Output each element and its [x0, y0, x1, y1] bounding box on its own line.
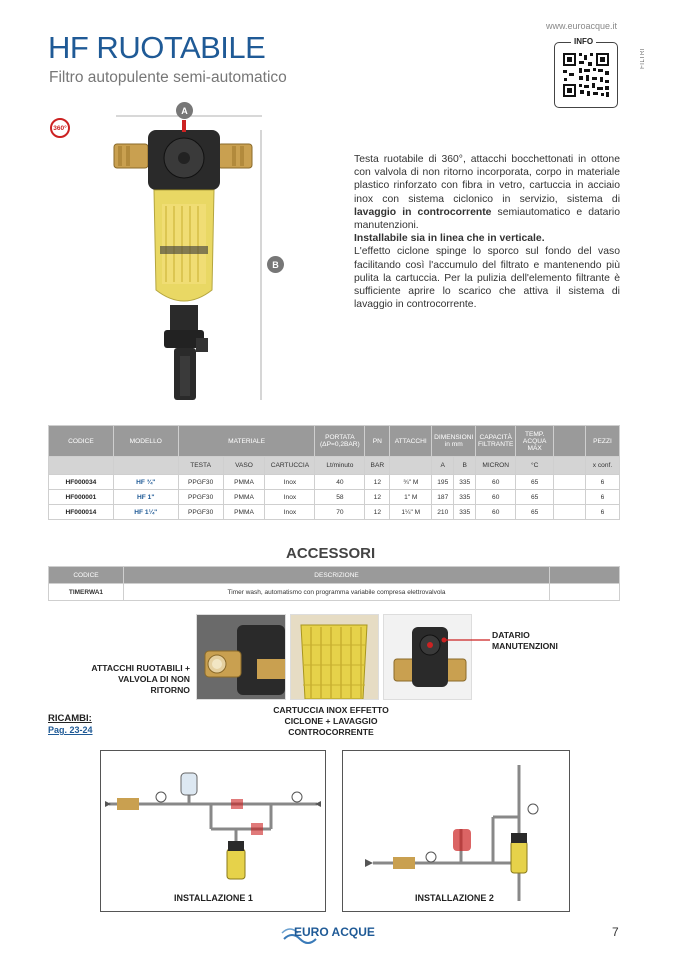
- acc-header-codice: CODICE: [49, 567, 124, 584]
- header-attacchi: ATTACCHI: [390, 426, 432, 457]
- photo-datario: [383, 614, 472, 700]
- dimension-a-marker: A: [176, 102, 193, 119]
- subheader-pezzi-unit: x conf.: [585, 457, 619, 475]
- subheader-temp-unit: °C: [516, 457, 554, 475]
- spec-table: [48, 425, 620, 520]
- page-subtitle: Filtro autopulente semi-automatico: [49, 69, 287, 86]
- description-paragraph-3: L'effetto ciclone spinge lo sporco sul fondo del vaso facilitando così l'accumulo del filtrato e mantenendo più pulita la cartuccia. Per la pulizia dell'elemento filtrante è sufficiente aprire lo scarico che attiva il sistema di lavaggio in controcorrente.: [354, 246, 620, 311]
- acc-header-descrizione: DESCRIZIONE: [123, 567, 549, 584]
- table-row: HF000001 HF 1" PPGF30 PMMA Inox 58 12 1" M 187 335 60 65 6: [49, 490, 620, 505]
- qr-code-icon: [555, 43, 617, 107]
- page-number: 7: [612, 925, 619, 939]
- table-row: HF000034 HF ¾" PPGF30 PMMA Inox 40 12 ¾" M 195 335 60 65 6: [49, 475, 620, 490]
- rotation-360-icon: 360°: [50, 118, 70, 138]
- subheader-pn-unit: BAR: [365, 457, 390, 475]
- qr-info-label: INFO: [571, 37, 596, 46]
- subheader-b: B: [454, 457, 476, 475]
- subheader-micron: MICRON: [476, 457, 516, 475]
- accessories-title: ACCESSORI: [286, 545, 376, 562]
- ricambi-pages-link[interactable]: Pag. 23-24: [48, 725, 93, 735]
- header-portata: PORTATA (ΔP=0,2BAR): [315, 426, 365, 457]
- subheader-vaso: VASO: [223, 457, 265, 475]
- description-paragraph-2: Installabile sia in linea che in verticale.: [354, 233, 545, 245]
- table-row: HF000014 HF 1¼" PPGF30 PMMA Inox 70 12 1¼" M 210 335 60 65 6: [49, 505, 620, 520]
- product-image: [100, 100, 300, 410]
- table-row: TIMERWA1 Timer wash, automatismo con programma variabile compresa elettrovalvola: [49, 584, 620, 601]
- accessories-table: [48, 566, 620, 601]
- website-url[interactable]: www.euroacque.it: [546, 21, 618, 31]
- datario-arrow: [440, 630, 492, 650]
- subheader-a: A: [432, 457, 454, 475]
- installation-1-diagram: [100, 750, 326, 912]
- page-title: HF RUOTABILE: [48, 30, 266, 65]
- photo-fittings: [196, 614, 286, 700]
- header-dimensioni: DIMENSIONI in mm: [432, 426, 476, 457]
- side-tab-label: FILTRI: [640, 48, 646, 69]
- header-codice: CODICE: [49, 426, 114, 457]
- installation-2-diagram: [342, 750, 570, 912]
- header-materiale: MATERIALE: [178, 426, 315, 457]
- subheader-testa: TESTA: [178, 457, 223, 475]
- euroacque-logo-icon: [280, 919, 388, 945]
- header-temp: TEMP. ACQUA MAX: [516, 426, 554, 457]
- label-attacchi: ATTACCHI RUOTABILI + VALVOLA DI NON RITORNO: [91, 663, 190, 695]
- header-pn: PN: [365, 426, 390, 457]
- label-datario: DATARIO MANUTENZIONI: [492, 630, 558, 651]
- header-blank: [554, 426, 586, 457]
- ricambi-title: RICAMBI:: [48, 713, 92, 724]
- subheader-portata-unit: Lt/minuto: [315, 457, 365, 475]
- header-capacita: CAPACITÀ FILTRANTE: [476, 426, 516, 457]
- qr-code[interactable]: [554, 42, 618, 108]
- installation-1-label: INSTALLAZIONE 1: [174, 893, 253, 903]
- accessories-header-row: [49, 567, 620, 584]
- euroacque-logo: [280, 919, 388, 945]
- spec-subheader-row: [49, 457, 620, 475]
- header-pezzi: PEZZI: [585, 426, 619, 457]
- spec-header-row: [49, 426, 620, 457]
- subheader-cartuccia: CARTUCCIA: [265, 457, 315, 475]
- installation-2-label: INSTALLAZIONE 2: [415, 893, 494, 903]
- photo-cartridge: [290, 614, 379, 700]
- dimension-b-marker: B: [267, 256, 284, 273]
- svg-text:EURO ACQUE: EURO ACQUE: [294, 925, 375, 939]
- header-modello: MODELLO: [113, 426, 178, 457]
- product-description: [354, 153, 620, 311]
- label-cartuccia: CARTUCCIA INOX EFFETTO CICLONE + LAVAGGIO CONTROCORRENTE: [273, 705, 389, 737]
- description-paragraph-1: Testa ruotabile di 360°, attacchi bocchettonati in ottone con valvola di non ritorno incorporata, corpo in materiale plastico rinforzato con fibra in vetro, cartuccia in acciaio inox con sistema ciclonico in servizio, sistema di lavaggio in controcorrente semiautomatico e datario manutenzioni.: [354, 154, 620, 232]
